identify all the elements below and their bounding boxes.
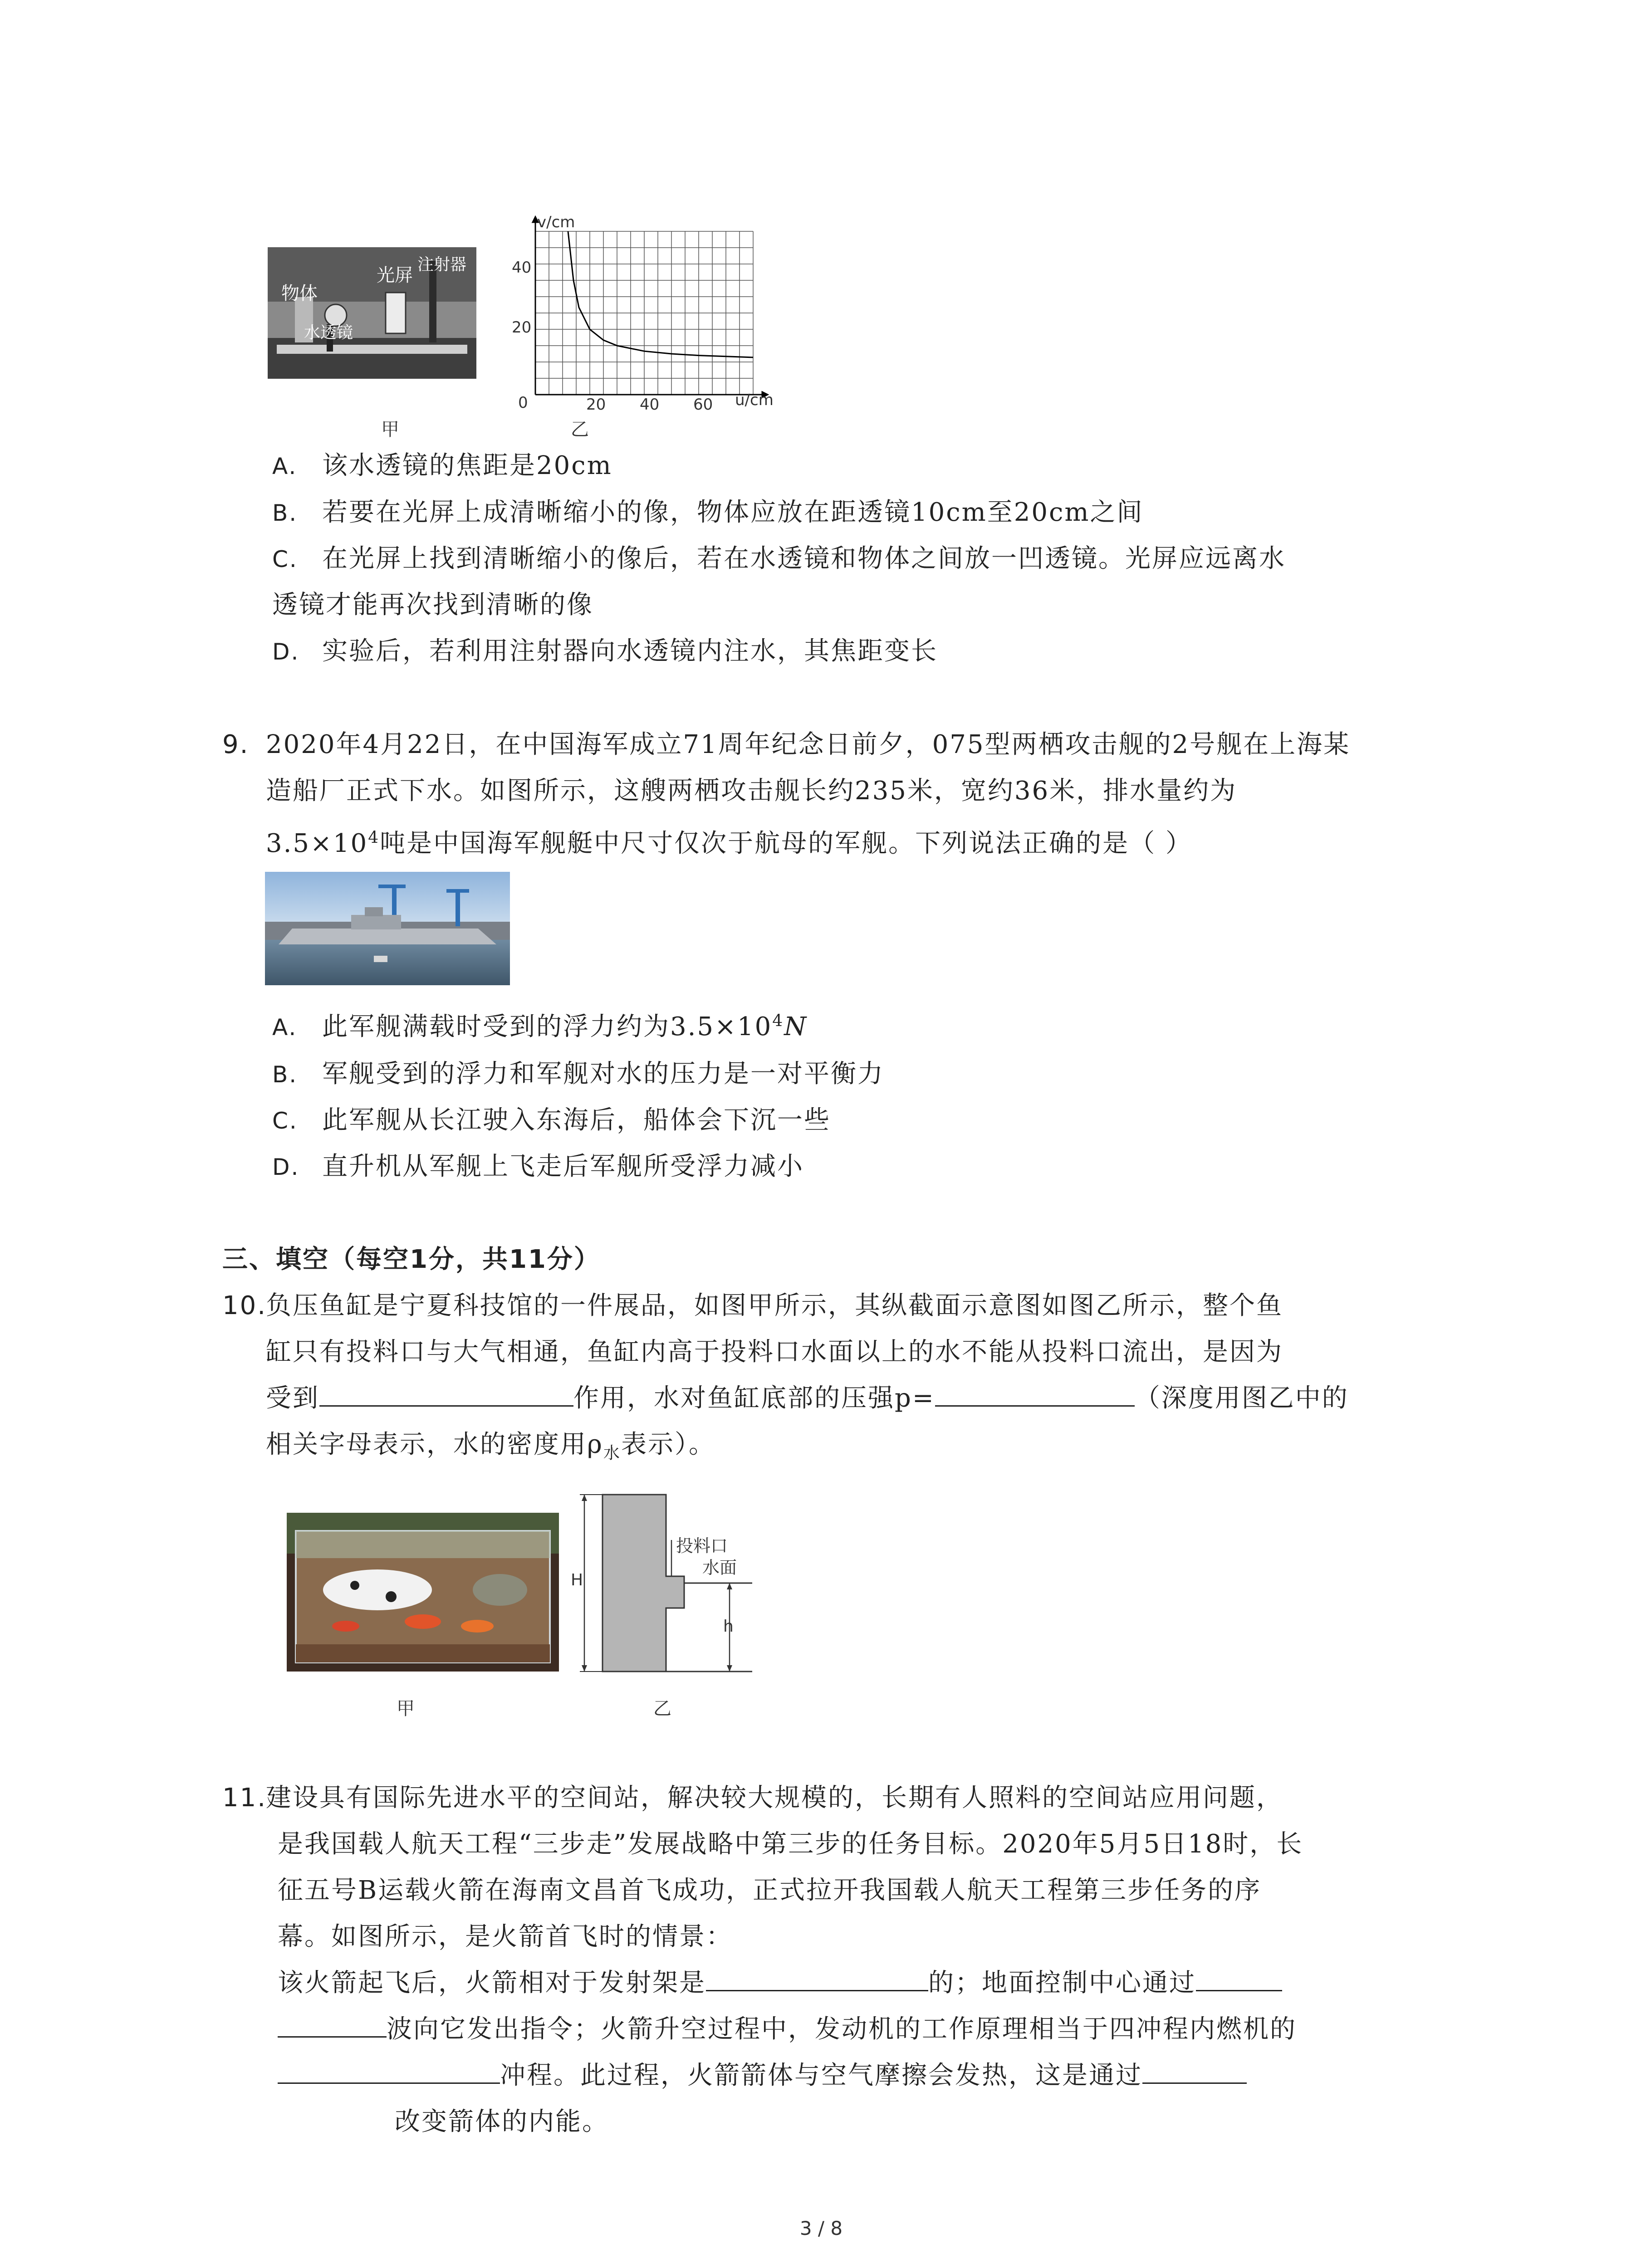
option-label: C.	[272, 1108, 298, 1134]
blank-answer-2[interactable]	[935, 1378, 1135, 1407]
label-h: h	[723, 1617, 734, 1636]
label-H: H	[571, 1571, 583, 1589]
lens-graph	[490, 213, 780, 413]
q10-line3: 受到 作用，水对鱼缸底部的压强p= （深度用图乙中的	[266, 1375, 1349, 1422]
option-label: B.	[272, 500, 298, 526]
page-number: 3 / 8	[799, 2217, 843, 2239]
label-object: 物体	[281, 283, 318, 304]
option-label: D.	[272, 1154, 300, 1180]
q8-option-c-cont	[272, 582, 593, 629]
q11-line7: 冲程。此过程，火箭箭体与空气摩擦会发热，这是通过	[278, 2052, 1247, 2099]
q8-option-d[interactable]	[272, 628, 938, 675]
q11-line4: 幕。如图所示，是火箭首飞时的情景：	[278, 1922, 733, 1951]
caption-jia-q8: 甲	[381, 419, 399, 440]
q10-line4: 相关字母表示，水的密度用$\rho_水$表示）。	[266, 1430, 715, 1463]
q11-line5: 该火箭起飞后，火箭相对于发射架是 的；地面控制中心通过	[278, 1960, 1282, 2007]
blank-answer-6[interactable]	[1142, 2055, 1247, 2084]
q8-option-a[interactable]	[272, 442, 612, 490]
question-number: 9.	[222, 730, 250, 759]
graph-xtick-40: 40	[640, 396, 660, 414]
blank-answer-3[interactable]	[706, 1963, 928, 1991]
blank-answer-4-cont[interactable]	[278, 2009, 387, 2038]
option-text: 该水透镜的焦距是20cm	[322, 451, 612, 480]
q11-line8: 改变箭体的内能。	[395, 2107, 609, 2136]
q11-line1: 11.建设具有国际先进水平的空间站，解决较大规模的，长期有人照料的空间站应用问题，	[222, 1774, 1283, 1822]
q9-option-c[interactable]: C. 此军舰从长江驶入东海后，船体会下沉一些	[272, 1097, 831, 1144]
graph-ytick-20: 20	[512, 318, 532, 337]
option-label: C.	[272, 546, 298, 572]
section-title: 三、填空（每空1分，共11分）	[222, 1245, 601, 1274]
option-label: B.	[272, 1061, 298, 1088]
option-text: 透镜才能再次找到清晰的像	[272, 590, 593, 620]
question-number: 11.	[222, 1783, 267, 1813]
warship-photo	[265, 872, 510, 985]
q11-line6: 波向它发出指令；火箭升空过程中，发动机的工作原理相当于四冲程内燃机的	[278, 2006, 1297, 2053]
caption-yi-q10: 乙	[653, 1698, 671, 1719]
label-inlet: 投料口	[676, 1536, 728, 1556]
tank-cross-section	[571, 1490, 766, 1681]
option-label: D.	[272, 639, 300, 665]
graph-x-label: u/cm	[735, 391, 774, 409]
label-lens: 水透镜	[304, 323, 353, 342]
q9-line2: 造船厂正式下水。如图所示，这艘两栖攻击舰长约235米，宽约36米，排水量约为	[266, 776, 1237, 806]
q9-line3: $3.5\times 10^4$吨是中国海军舰艇中尺寸仅次于航母的军舰。下列说法正确的是（ ）	[266, 828, 1192, 858]
fish-tank-photo	[287, 1513, 559, 1672]
q8-photo-jia	[268, 247, 476, 379]
graph-xtick-60: 60	[693, 396, 713, 414]
q9-line1: 9. 2020年4月22日，在中国海军成立71周年纪念日前夕，075型两栖攻击舰的2号舰在上海某	[222, 721, 1350, 768]
q8-option-c[interactable]	[272, 535, 1286, 583]
q8-option-b[interactable]	[272, 489, 1143, 537]
q9-option-d[interactable]: D. 直升机从军舰上飞走后军舰所受浮力减小	[272, 1143, 804, 1191]
blank-answer-1[interactable]	[319, 1378, 573, 1407]
label-injector: 注射器	[417, 255, 467, 274]
q11-line2: 是我国载人航天工程“三步走”发展战略中第三步的任务目标。2020年5月5日18时，长	[278, 1829, 1303, 1859]
q9-option-a[interactable]: A. 此军舰满载时受到的浮力约为$3.5\times 10^4N$	[272, 1003, 808, 1051]
label-water-surface: 水面	[702, 1558, 737, 1578]
graph-ytick-40: 40	[512, 259, 532, 277]
label-screen: 光屏	[377, 265, 413, 286]
graph-xtick-20: 20	[586, 396, 606, 414]
blank-answer-5[interactable]	[278, 2055, 500, 2084]
caption-yi-q8: 乙	[571, 419, 589, 440]
q9-option-b[interactable]: B. 军舰受到的浮力和军舰对水的压力是一对平衡力	[272, 1051, 884, 1098]
question-number: 10.	[222, 1291, 267, 1320]
q10-line1: 10.负压鱼缸是宁夏科技馆的一件展品，如图甲所示，其纵截面示意图如图乙所示，整个鱼	[222, 1282, 1283, 1330]
option-label: A.	[272, 1014, 298, 1041]
graph-y-label: v/cm	[537, 213, 575, 231]
caption-jia-q10: 甲	[397, 1698, 415, 1719]
q10-line2: 缸只有投料口与大气相通，鱼缸内高于投料口水面以上的水不能从投料口流出，是因为	[266, 1337, 1283, 1367]
blank-answer-4[interactable]	[1196, 1963, 1282, 1991]
v-u-curve	[568, 231, 753, 357]
option-text: 实验后，若利用注射器向水透镜内注水，其焦距变长	[322, 636, 938, 666]
graph-origin: 0	[518, 394, 528, 412]
option-text: 若要在光屏上成清晰缩小的像，物体应放在距透镜10cm至20cm之间	[322, 498, 1144, 527]
option-label: A.	[272, 453, 298, 479]
q11-line3: 征五号B运载火箭在海南文昌首飞成功，正式拉开我国载人航天工程第三步任务的序	[278, 1876, 1262, 1905]
option-text: 在光屏上找到清晰缩小的像后，若在水透镜和物体之间放一凹透镜。光屏应远离水	[322, 544, 1286, 573]
